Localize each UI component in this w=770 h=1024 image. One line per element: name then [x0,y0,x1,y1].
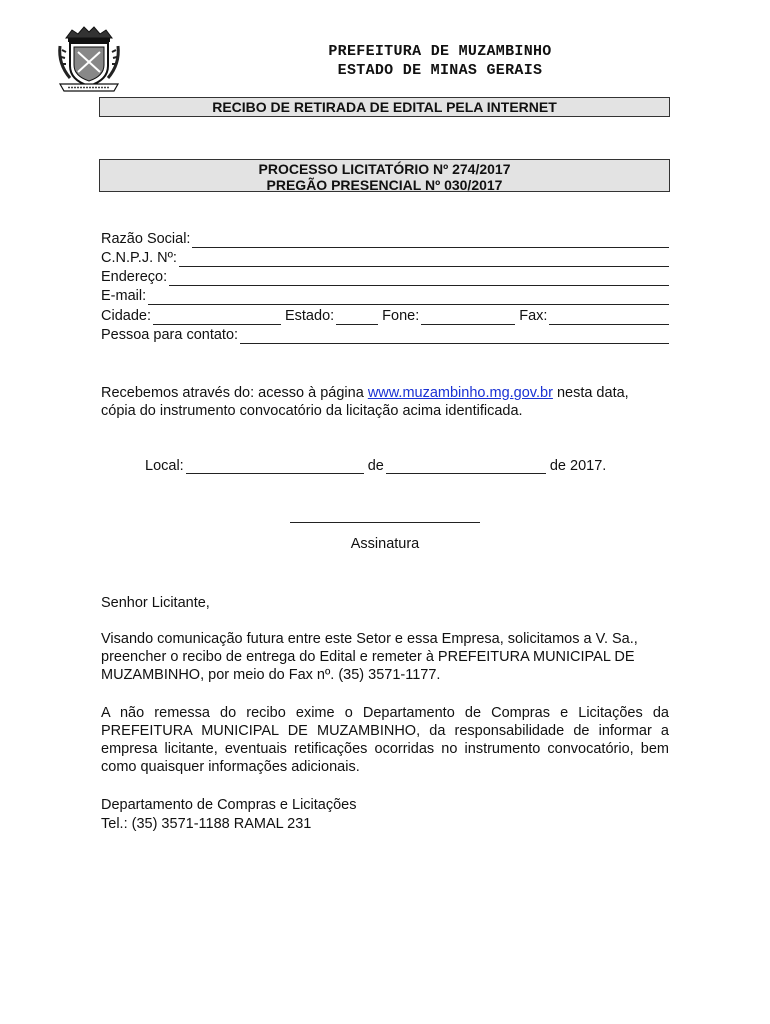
estado-line[interactable] [336,310,378,325]
date-line[interactable] [386,459,546,474]
email-field[interactable] [101,286,669,305]
cidade-line[interactable] [153,310,281,325]
process-line-2: PREGÃO PRESENCIAL Nº 030/2017 [266,177,503,193]
footer-tel: Tel.: (35) 3571-1188 RAMAL 231 [101,816,312,832]
fone-line[interactable] [421,310,515,325]
greeting: Senhor Licitante, [101,595,210,611]
razao-social-line[interactable] [192,233,669,248]
footer-dept: Departamento de Compras e Licitações [101,797,357,813]
pessoa-line[interactable] [240,329,669,344]
title-box [99,97,670,117]
receipt-text-before: Recebemos através do: acesso à página [101,385,364,401]
local-date-row [145,458,606,474]
email-label: E-mail: [101,288,147,304]
cnpj-label: C.N.P.J. Nº: [101,250,177,266]
fax-line[interactable] [549,310,669,325]
paragraph-1: Visando comunicação futura entre este Setor e essa Empresa, solicitamos a V. Sa., preencher o recibo de entrega do Edital e remeter à PREFEITURA MUNICIPAL DE MUZAMBINHO, por meio do Fax nº. (35) 3571-1177. [101,631,638,683]
signature-label: Assinatura [350,536,420,552]
title-text: RECIBO DE RETIRADA DE EDITAL PELA INTERNET [212,99,557,115]
website-link[interactable]: www.muzambinho.mg.gov.br [367,385,553,401]
cnpj-field[interactable] [101,248,669,267]
cidade-label: Cidade: [101,308,151,324]
cnpj-line[interactable] [179,252,669,267]
email-line[interactable] [148,290,669,305]
pessoa-field[interactable] [101,325,669,344]
receipt-text-after: nesta data, [556,385,629,401]
receipt-paragraph [101,384,669,420]
endereco-label: Endereço: [101,269,168,285]
pessoa-label: Pessoa para contato: [101,327,239,343]
razao-social-field[interactable] [101,229,669,248]
process-box [99,159,670,192]
local-label: Local: [145,458,184,474]
coat-of-arms-icon [56,24,122,94]
local-year: de 2017. [549,458,607,474]
header-line-1: PREFEITURA DE MUZAMBINHO [328,43,552,60]
local-line[interactable] [186,459,364,474]
receipt-line-1 [101,384,669,402]
local-de: de [367,458,384,474]
signature-line[interactable] [290,522,480,523]
cidade-row [101,306,669,325]
receipt-line-2: cópia do instrumento convocatório da licitação acima identificada. [101,403,523,419]
fone-label: Fone: [382,308,420,324]
endereco-line[interactable] [169,271,669,286]
process-line-1: PROCESSO LICITATÓRIO Nº 274/2017 [258,161,511,177]
endereco-field[interactable] [101,267,669,286]
header-line-2: ESTADO DE MINAS GERAIS [337,62,543,79]
razao-social-label: Razão Social: [101,231,191,247]
fax-label: Fax: [519,308,548,324]
paragraph-2: A não remessa do recibo exime o Departamento de Compras e Licitações da PREFEITURA MUNICIPAL DE MUZAMBINHO, da responsabilidade de informar a empresa licitante, eventuais retificações ocorridas no instrumento convocatório, bem como quaisquer informações adicionais. [101,705,669,775]
estado-label: Estado: [284,308,335,324]
